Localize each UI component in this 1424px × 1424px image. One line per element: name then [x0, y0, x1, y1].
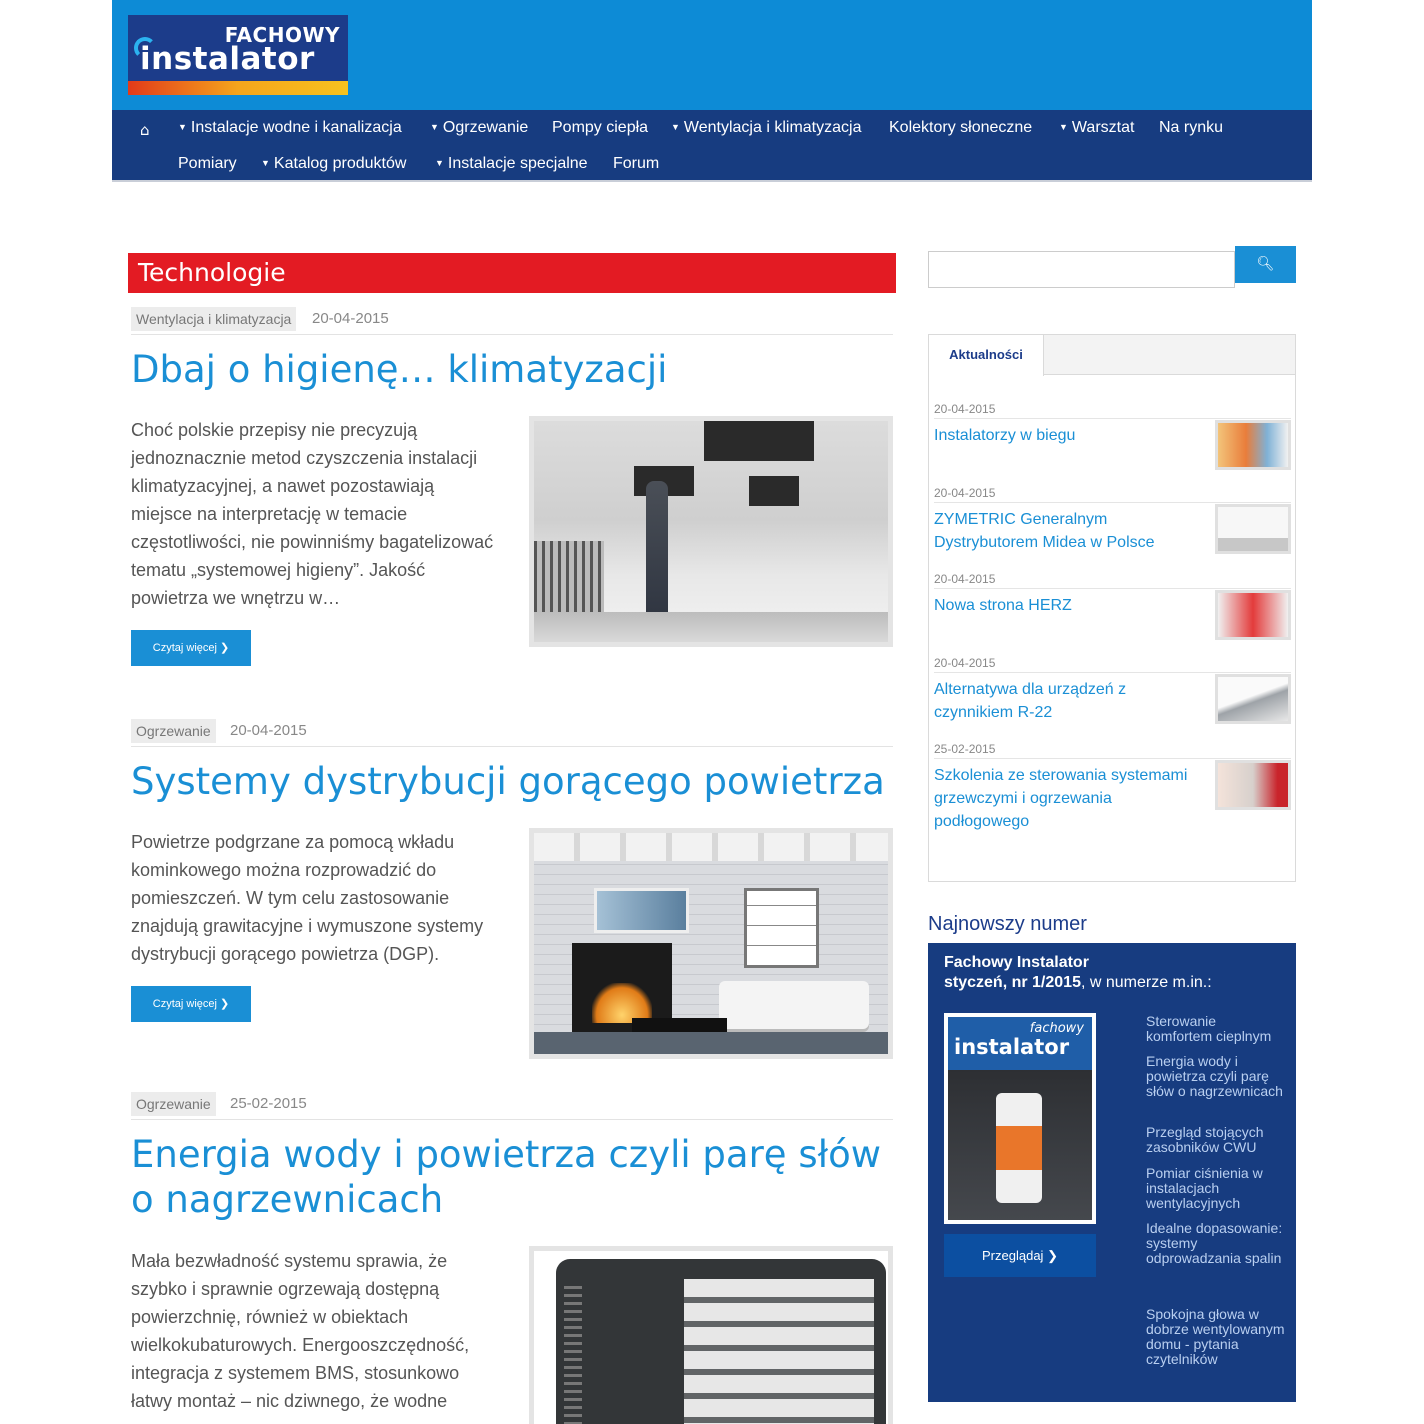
issue-magazine: Fachowy Instalator: [944, 954, 1089, 971]
latest-issue-box: [928, 943, 1296, 1402]
news-thumbnail[interactable]: [1215, 504, 1291, 554]
chevron-right-icon: ❯: [220, 642, 230, 654]
white-sofa: [719, 981, 869, 1029]
news-tabs: [929, 335, 1295, 375]
chevron-right-icon: ❯: [1047, 1248, 1058, 1263]
read-more-button[interactable]: [131, 986, 251, 1022]
room-window: [744, 888, 819, 968]
nav-item-instalacje-specjalne[interactable]: [435, 155, 588, 173]
nav-label: Katalog produktów: [273, 155, 407, 172]
dropdown-caret-icon: ▼: [1059, 122, 1068, 132]
nav-item-kolektory[interactable]: [889, 119, 1032, 137]
news-title[interactable]: Nowa strona HERZ: [934, 597, 1072, 614]
cover-brand-top: fachowy: [1029, 1021, 1084, 1036]
news-thumbnail[interactable]: [1215, 674, 1291, 724]
article-image[interactable]: [529, 1246, 893, 1424]
room-floor: [534, 1032, 888, 1054]
header: [112, 0, 1312, 110]
article-image[interactable]: [529, 416, 893, 647]
article-card: [131, 1092, 893, 1411]
category-tag[interactable]: Wentylacja i klimatyzacja: [131, 307, 296, 331]
article-title[interactable]: Energia wody i powietrza czyli parę słów o nagrzewnicach: [131, 1133, 882, 1221]
category-tag[interactable]: Ogrzewanie: [131, 1092, 216, 1116]
article-date: 20-04-2015: [312, 310, 389, 327]
read-more-label: Czytaj więcej: [152, 998, 217, 1010]
article-meta: [131, 719, 893, 747]
article-card: [131, 307, 893, 654]
tab-aktualnosci[interactable]: Aktualności: [929, 335, 1044, 376]
nav-label: Instalacje specjalne: [447, 155, 588, 172]
toc-item[interactable]: Pomiar ciśnienia w instalacjach wentylacyjnych: [1146, 1165, 1263, 1211]
news-item[interactable]: [934, 742, 1291, 830]
heater-side-grid: [564, 1286, 582, 1424]
dropdown-caret-icon: ▼: [671, 122, 680, 132]
ceiling-beams: [534, 833, 888, 861]
nav-item-instalacje-wodne[interactable]: [178, 119, 402, 137]
news-thumbnail[interactable]: [1215, 760, 1291, 810]
covered-floor: [534, 612, 888, 642]
logo-gradient-bar: [128, 81, 348, 95]
worker-figure: [646, 481, 668, 626]
issue-cover[interactable]: [944, 1013, 1096, 1224]
chevron-right-icon: ❯: [220, 998, 230, 1010]
news-date: 20-04-2015: [934, 486, 1291, 503]
article-date: 20-04-2015: [230, 722, 307, 739]
nav-item-forum[interactable]: [613, 155, 659, 173]
nav-item-warsztat[interactable]: [1059, 119, 1134, 137]
dropdown-caret-icon: ▼: [178, 122, 187, 132]
article-meta: [131, 1092, 893, 1120]
living-room-photo: [534, 833, 888, 1054]
article-title[interactable]: Dbaj o higienę… klimatyzacji: [131, 348, 668, 391]
nav-item-na-rynku[interactable]: [1159, 119, 1223, 137]
news-item[interactable]: [934, 656, 1291, 721]
article-excerpt: Choć polskie przepisy nie precyzują jednoznacznie metod czyszczenia instalacji klimatyzacyjnej, a nawet pozostawiają miejsce na interpretację w temacie częstotliwości, nie powinniśmy bagatelizować tematu „systemowej higieny”. Jakość powietrza we wnętrzu w…: [131, 420, 494, 608]
browse-button[interactable]: [944, 1234, 1096, 1277]
toc-item[interactable]: Spokojna głowa w dobrze wentylowanym domu - pytania czytelników: [1146, 1306, 1285, 1367]
news-title[interactable]: ZYMETRIC Generalnym Dystrybutorem Midea w Polsce: [934, 511, 1155, 551]
dropdown-caret-icon: ▼: [430, 122, 439, 132]
nav-item-ogrzewanie[interactable]: [430, 119, 528, 137]
news-title[interactable]: Szkolenia ze sterowania systemami grzewczymi i ogrzewania podłogowego: [934, 767, 1188, 830]
nav-label: Pompy ciepła: [552, 119, 649, 136]
dropdown-caret-icon: ▼: [261, 158, 270, 168]
heater-louvers: [684, 1279, 874, 1424]
issue-number: styczeń, nr 1/2015: [944, 974, 1081, 991]
cover-brand: instalator: [954, 1035, 1070, 1059]
news-title[interactable]: Instalatorzy w biegu: [934, 427, 1076, 444]
news-item[interactable]: [934, 402, 1291, 444]
toc-item[interactable]: Energia wody i powietrza czyli parę słów o nagrzewnicach: [1146, 1053, 1283, 1099]
nav-item-pompy-ciepla[interactable]: [552, 119, 648, 137]
site-wrapper: [112, 0, 1312, 182]
news-date: 20-04-2015: [934, 656, 1291, 673]
news-item[interactable]: [934, 486, 1291, 551]
news-widget: [928, 334, 1296, 882]
news-date: 20-04-2015: [934, 572, 1291, 589]
ceiling-opening: [704, 421, 814, 461]
issue-title: [944, 953, 1212, 993]
cover-device-image: [996, 1093, 1042, 1203]
heater-photo: [534, 1251, 888, 1424]
nav-label: Forum: [613, 155, 660, 172]
nav-label: Wentylacja i klimatyzacja: [683, 119, 862, 136]
logo-top-text: FACHOWY: [224, 23, 340, 47]
article-title[interactable]: Systemy dystrybucji gorącego powietrza: [131, 760, 885, 803]
news-date: 20-04-2015: [934, 402, 1291, 419]
nav-label: Ogrzewanie: [442, 119, 529, 136]
nav-label: Warsztat: [1071, 119, 1135, 136]
ceiling-photo: [534, 421, 888, 642]
search-icon: 🔍︎: [1256, 256, 1275, 272]
news-thumbnail[interactable]: [1215, 420, 1291, 470]
ceiling-opening: [749, 476, 799, 506]
news-title[interactable]: Alternatywa dla urządzeń z czynnikiem R-22: [934, 681, 1127, 721]
read-more-label: Czytaj więcej: [152, 642, 217, 654]
site-logo[interactable]: [128, 15, 348, 95]
nav-label: Instalacje wodne i kanalizacja: [190, 119, 402, 136]
toc-item[interactable]: Sterowanie komfortem cieplnym: [1146, 1013, 1272, 1044]
search-input[interactable]: [928, 251, 1235, 288]
article-meta: [131, 307, 893, 335]
toc-item[interactable]: Idealne dopasowanie: systemy odprowadzania spalin: [1146, 1220, 1283, 1266]
main-nav: [112, 110, 1312, 182]
article-excerpt: Powietrze podgrzane za pomocą wkładu kominkowego można rozprowadzić do pomieszczeń. W tym celu zastosowanie znajdują grawitacyjne i wymuszone systemy dystrybucji gorącego powietrza (DGP).: [131, 832, 484, 964]
section-title: Technologie: [128, 253, 896, 293]
news-item[interactable]: [934, 572, 1291, 614]
article-card: [131, 719, 893, 1010]
wall-painting: [594, 888, 689, 933]
fire-flame: [592, 983, 652, 1023]
dropdown-caret-icon: ▼: [435, 158, 444, 168]
toc-item[interactable]: Przegląd stojących zasobników CWU: [1146, 1124, 1264, 1155]
logo-bottom-text: instalator: [140, 41, 315, 77]
nav-label: Kolektory słoneczne: [889, 119, 1033, 136]
article-image[interactable]: [529, 828, 893, 1059]
news-thumbnail[interactable]: [1215, 590, 1291, 640]
nav-label: Na rynku: [1159, 119, 1224, 136]
nav-item-katalog[interactable]: [261, 155, 406, 173]
nav-item-pomiary[interactable]: [178, 155, 237, 173]
search-button[interactable]: [1235, 246, 1296, 283]
nav-item-wentylacja[interactable]: [671, 119, 861, 137]
read-more-button[interactable]: [131, 630, 251, 666]
article-excerpt: Mała bezwładność systemu sprawia, że szybko i sprawnie ogrzewają dostępną powierzchnię, również w obiektach wielkokubaturowych. Energooszczędność, integracja z systemem BMS, stosunkowo łatwy montaż – nic dziwnego, że wodne: [131, 1251, 470, 1411]
browse-label: Przeglądaj: [982, 1248, 1044, 1263]
news-date: 25-02-2015: [934, 742, 1291, 759]
home-icon[interactable]: ⌂: [140, 121, 150, 139]
category-tag[interactable]: Ogrzewanie: [131, 719, 216, 743]
latest-issue-heading: Najnowszy numer: [928, 913, 1087, 935]
nav-label: Pomiary: [178, 155, 237, 172]
issue-suffix: , w numerze m.in.:: [1080, 974, 1212, 991]
article-date: 25-02-2015: [230, 1095, 307, 1112]
